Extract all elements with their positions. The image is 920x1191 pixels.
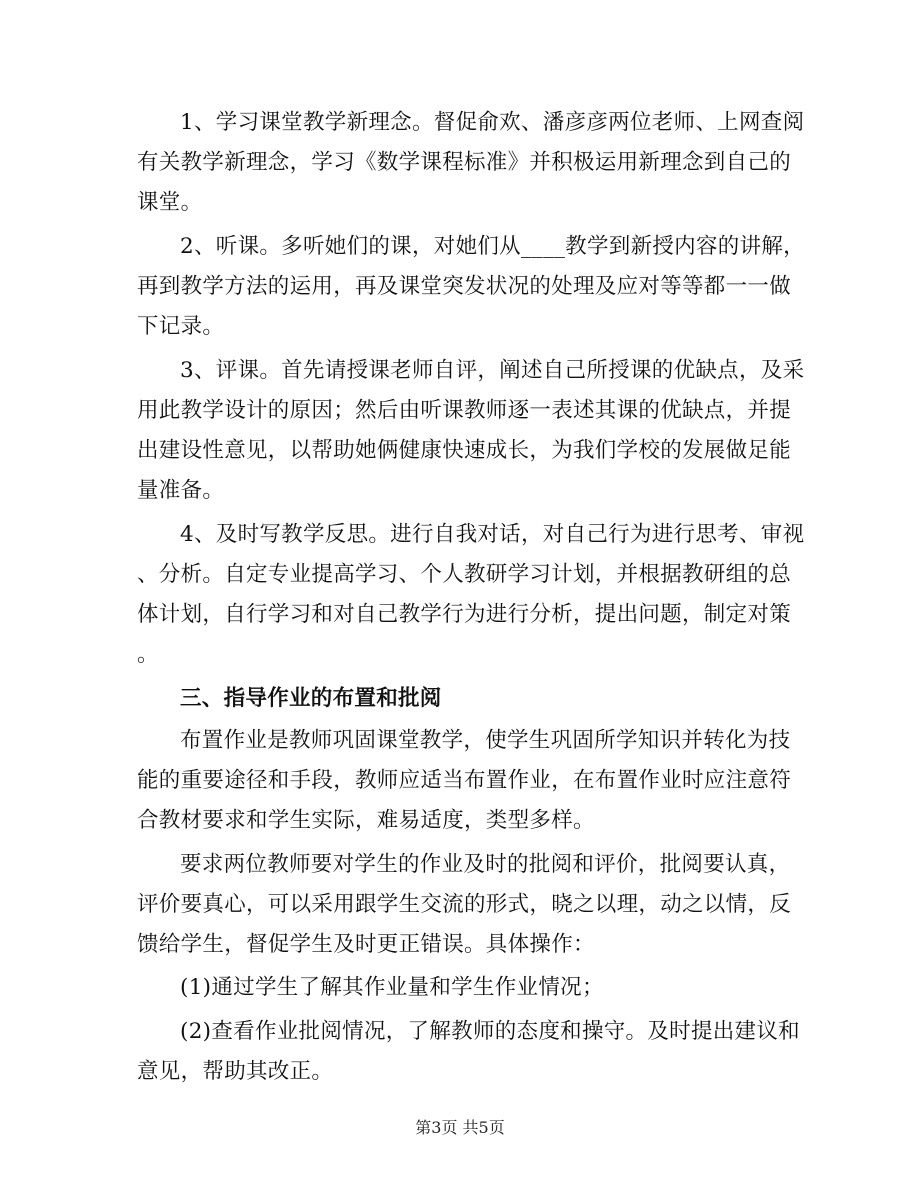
paragraph-5-line-3: 合教材要求和学生实际，难易适度，类型多样。 bbox=[137, 808, 595, 833]
paragraph-5-line-2: 能的重要途径和手段，教师应适当布置作业，在布置作业时应注意符 bbox=[137, 768, 792, 793]
paragraph-1-line-3: 课堂。 bbox=[137, 190, 203, 215]
paragraph-3-line-4: 量准备。 bbox=[137, 478, 225, 503]
list-item-2-line-2: 意见，帮助其改正。 bbox=[137, 1059, 334, 1084]
paragraph-4-line-4: 。 bbox=[137, 642, 159, 667]
page-number-footer: 第3页 共5页 bbox=[415, 1118, 505, 1137]
paragraph-4-line-3: 体计划，自行学习和对自己教学行为进行分析，提出问题，制定对策 bbox=[137, 602, 792, 627]
section-heading: 三、指导作业的布置和批阅 bbox=[180, 686, 442, 711]
paragraph-3-line-3: 出建设性意见，以帮助她俩健康快速成长，为我们学校的发展做足能 bbox=[137, 438, 792, 463]
paragraph-6-line-2: 评价要真心，可以采用跟学生交流的形式，晓之以理，动之以情，反 bbox=[137, 892, 792, 917]
list-item-2-line-1: (2)查看作业批阅情况，了解教师的态度和操守。及时提出建议和 bbox=[180, 1019, 800, 1044]
paragraph-4-line-2: 、分析。自定专业提高学习、个人教研学习计划，并根据教研组的总 bbox=[137, 562, 792, 587]
paragraph-3-line-2: 用此教学设计的原因；然后由听课教师逐一表述其课的优缺点，并提 bbox=[137, 398, 792, 423]
paragraph-2-line-2: 再到教学方法的运用，再及课堂突发状况的处理及应对等等都一一做 bbox=[137, 274, 792, 299]
paragraph-1-line-1: 1、学习课堂教学新理念。督促俞欢、潘彦彦两位老师、上网查阅 bbox=[180, 110, 805, 135]
paragraph-5-line-1: 布置作业是教师巩固课堂教学，使学生巩固所学知识并转化为技 bbox=[180, 728, 791, 753]
paragraph-6-line-1: 要求两位教师要对学生的作业及时的批阅和评价，批阅要认真， bbox=[180, 852, 791, 877]
paragraph-1-line-2: 有关教学新理念，学习《数学课程标准》并积极运用新理念到自己的 bbox=[137, 150, 792, 175]
paragraph-2-line-3: 下记录。 bbox=[137, 314, 225, 339]
paragraph-3-line-1: 3、评课。首先请授课老师自评，阐述自己所授课的优缺点，及采 bbox=[180, 358, 805, 383]
paragraph-6-line-3: 馈给学生，督促学生及时更正错误。具体操作： bbox=[137, 932, 595, 957]
paragraph-4-line-1: 4、及时写教学反思。进行自我对话，对自己行为进行思考、审视 bbox=[180, 522, 805, 547]
list-item-1: (1)通过学生了解其作业量和学生作业情况； bbox=[180, 975, 604, 1000]
paragraph-2-line-1: 2、听课。多听她们的课，对她们从____教学到新授内容的讲解， bbox=[180, 234, 805, 259]
